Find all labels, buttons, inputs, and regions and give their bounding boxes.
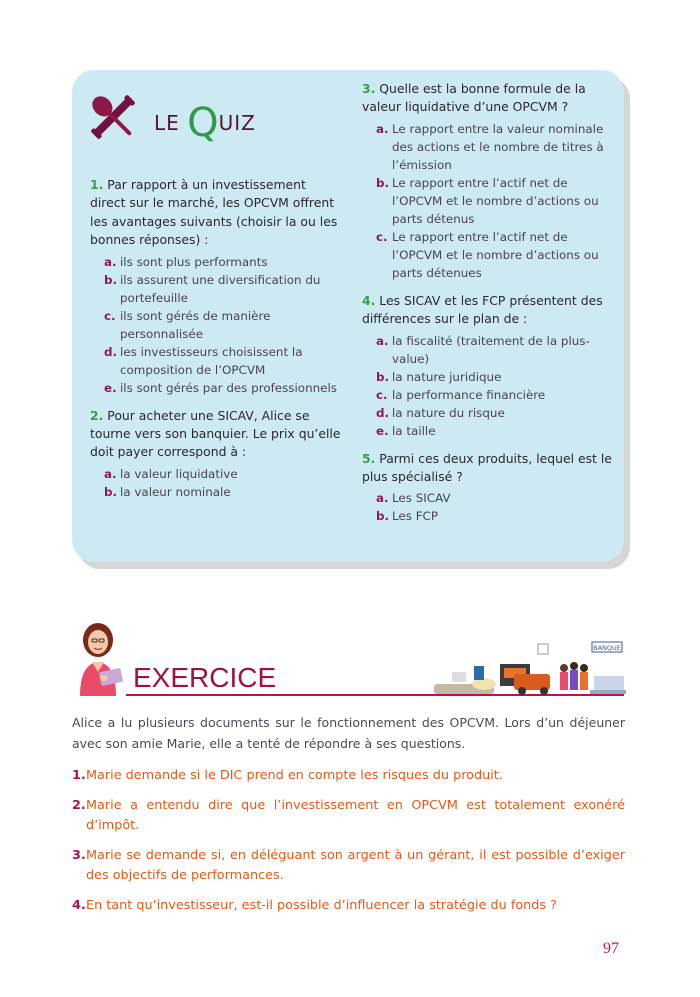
bank-sign-label: BANQUE — [593, 644, 621, 652]
answer-item — [376, 332, 617, 368]
question-number: 3. — [362, 81, 376, 96]
answer-text: ils sont plus performants — [120, 254, 268, 269]
answer-text: la performance financière — [392, 387, 546, 402]
answer-letter: a. — [376, 333, 389, 348]
answer-text: Le rapport entre l’actif net de l’OPCVM et le nombre d’actions ou parts détenues — [392, 229, 599, 280]
page-number: 97 — [603, 940, 619, 957]
answer-letter: b. — [104, 272, 118, 287]
exercise-intro: Alice a lu plusieurs documents sur le fonctionnement des OPCVM. Lors d’un déjeuner avec son amie Marie, elle a tenté de répondre à ses questions. — [72, 715, 625, 751]
answer-text: la taille — [392, 423, 436, 438]
answer-item — [376, 422, 617, 440]
answer-letter: d. — [104, 344, 118, 359]
answer-text: Le rapport entre la valeur nominale des actions et le nombre de titres à l’émission — [392, 121, 604, 172]
quiz-question-4 — [362, 292, 617, 440]
answer-item — [376, 507, 617, 525]
question-body: Pour acheter une SICAV, Alice se tourne vers son banquier. Le prix qu’elle doit payer correspond à : — [90, 407, 341, 460]
answer-item — [376, 228, 617, 282]
exercise-item-number: 2. — [72, 797, 86, 813]
quiz-question-3 — [362, 80, 617, 282]
answer-text: Les SICAV — [392, 491, 451, 506]
exercise-item — [72, 846, 625, 887]
answer-item — [376, 174, 617, 228]
answer-list — [90, 465, 345, 501]
question-body: Les SICAV et les FCP présentent des différences sur le plan de : — [362, 292, 603, 327]
answer-text: la nature juridique — [392, 369, 502, 384]
answer-letter: b. — [104, 484, 118, 499]
answer-list — [362, 120, 617, 282]
exercise-item-number: 3. — [72, 847, 86, 863]
answer-letter: c. — [376, 387, 388, 402]
exercise-item-number: 1. — [72, 768, 86, 783]
exercise-item — [72, 796, 625, 837]
answer-letter: a. — [104, 466, 117, 481]
quiz-title-prefix: LE — [154, 111, 188, 135]
answer-text: les investisseurs choisissent la composition de l’OPCVM — [120, 344, 303, 377]
answer-list — [90, 253, 345, 397]
exercise-item-number: 4. — [72, 897, 86, 913]
exercise-item — [72, 896, 625, 917]
answer-letter: a. — [376, 491, 389, 506]
answer-list — [362, 489, 617, 525]
question-number: 4. — [362, 292, 376, 308]
question-text — [362, 80, 617, 117]
answer-item — [104, 307, 345, 343]
answer-item — [376, 386, 617, 404]
exercise-item-text: En tant qu’investisseur, est-il possible d’influencer la stratégie du fonds ? — [86, 897, 557, 913]
exercise-item — [72, 766, 625, 787]
quiz-left-column — [90, 70, 345, 511]
answer-text: la valeur nominale — [120, 484, 231, 499]
answer-letter: a. — [376, 121, 389, 136]
answer-letter: d. — [376, 405, 390, 420]
question-body: Quelle est la bonne formule de la valeur liquidative d’une OPCVM ? — [362, 81, 586, 115]
answer-item — [376, 120, 617, 174]
question-number: 5. — [362, 450, 376, 466]
answer-text: Le rapport entre l’actif net de l’OPCVM et le nombre d’actions ou parts détenus — [392, 175, 599, 226]
quiz-box — [72, 70, 624, 562]
question-body: Parmi ces deux produits, lequel est le plus spécialisé ? — [362, 450, 612, 485]
answer-text: ils sont gérés par des professionnels — [120, 380, 337, 395]
quiz-title-big-letter: Q — [187, 100, 219, 146]
quiz-question-5 — [362, 450, 617, 526]
quiz-question-1 — [90, 176, 345, 397]
answer-letter: c. — [376, 229, 388, 244]
question-body: Par rapport à un investissement direct sur le marché, les OPCVM offrent les avantages suivants (choisir la ou les bonnes réponses) : — [90, 177, 338, 248]
question-text — [362, 292, 617, 329]
answer-text: ils sont gérés de manière personnalisée — [120, 308, 271, 341]
answer-item — [376, 404, 617, 422]
answer-list — [362, 332, 617, 440]
question-text — [90, 407, 345, 462]
answer-letter: c. — [104, 308, 116, 323]
answer-letter: b. — [376, 509, 390, 524]
exercise-title: EXERCICE — [133, 662, 277, 693]
answer-item — [104, 253, 345, 271]
question-number: 1. — [90, 177, 104, 192]
answer-item — [376, 368, 617, 386]
answer-letter: e. — [376, 423, 389, 438]
answer-item — [104, 271, 345, 307]
question-text — [362, 450, 617, 487]
answer-text: ils assurent une diversification du portefeuille — [120, 272, 321, 305]
exercise-scene-illustration-icon — [434, 640, 626, 696]
answer-item — [104, 465, 345, 483]
teacher-illustration-icon — [70, 620, 130, 696]
answer-text: la nature du risque — [392, 405, 505, 420]
quiz-question-2 — [90, 407, 345, 501]
answer-letter: b. — [376, 369, 390, 384]
answer-item — [104, 483, 345, 501]
exercise-item-text: Marie se demande si, en déléguant son argent à un gérant, il est possible d’exiger des objectifs de performances. — [86, 847, 625, 883]
quiz-right-column — [362, 80, 617, 535]
exercise-item-text: Marie demande si le DIC prend en compte les risques du produit. — [86, 768, 503, 783]
answer-text: la fiscalité (traitement de la plus-value) — [392, 333, 590, 366]
answer-letter: e. — [104, 380, 117, 395]
question-number: 2. — [90, 407, 104, 423]
exercise-header — [66, 620, 626, 700]
exercise-item-text: Marie a entendu dire que l’investissement en OPCVM est totalement exonéré d’impôt. — [86, 797, 625, 833]
answer-letter: a. — [104, 254, 117, 269]
answer-item — [104, 343, 345, 379]
quiz-title-suffix: UIZ — [218, 111, 256, 135]
question-text — [90, 176, 345, 250]
answer-item — [376, 489, 617, 507]
exercise-list — [72, 766, 625, 925]
answer-letter: b. — [376, 175, 390, 190]
answer-item — [104, 379, 345, 397]
answer-text: Les FCP — [392, 509, 439, 524]
answer-text: la valeur liquidative — [120, 466, 238, 481]
